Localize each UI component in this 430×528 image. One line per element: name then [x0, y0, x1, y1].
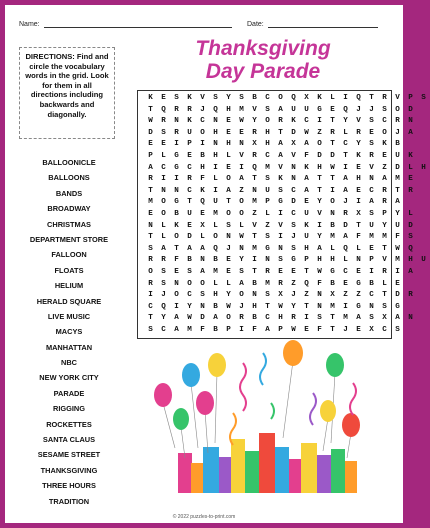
- word-list-item: SESAME STREET: [37, 450, 101, 460]
- grid-row: I J O C S H Y O N S X J Z N X Z Z C T D R: [148, 291, 413, 300]
- word-list-item: PARADE: [53, 388, 85, 398]
- word-list-item: NBC: [60, 358, 77, 368]
- word-list-item: CHRISTMAS: [47, 219, 91, 229]
- word-list-item: DEPARTMENT STORE: [29, 234, 109, 244]
- grid-row: C Q I Y N B W J H T W Y T N M I G N S G: [148, 302, 400, 311]
- word-list-item: MACYS: [55, 327, 83, 337]
- word-list-item: RIGGING: [52, 404, 86, 414]
- grid-row: O S E S A M E S T R E E T W G C E I R I A: [148, 268, 413, 276]
- title-line-2: Day Parade: [205, 60, 321, 83]
- word-list: [19, 155, 119, 509]
- grid-row: R I I R F L O A T S K N A T T A H N A M E: [148, 175, 413, 184]
- word-list-item: BROADWAY: [47, 204, 91, 214]
- grid-row: R R F B N B E Y I N S G P H H L N P V M H U: [148, 256, 426, 265]
- grid-row: T N N C K I A Z N U S C A T I A E C R T R: [148, 186, 413, 195]
- copyright: © 2022 puzzles-to-print.com: [172, 514, 236, 520]
- word-list-item: HELIUM: [54, 281, 84, 291]
- date-field: [247, 21, 378, 28]
- grid-row: N L K E X L S L V Z V S K I B D T U Y U D: [148, 221, 413, 230]
- name-line[interactable]: [44, 26, 232, 28]
- word-list-item: SANTA CLAUS: [42, 435, 96, 445]
- grid-row: A C G C H I E I Q M V N K H W I E V Z D L H: [148, 163, 426, 172]
- date-line[interactable]: [268, 26, 378, 28]
- grid-row: D S R U O H E E R H T D W Z R L R E O J A: [148, 128, 413, 137]
- parade-illustration: [153, 343, 373, 508]
- grid-row: R S N O O L L A B M R Z Q F B E G B L E: [148, 279, 400, 288]
- worksheet: [5, 5, 426, 523]
- grid-row: T L O D L O N W T S I J U Y M A F M M F S: [148, 233, 413, 242]
- grid-row: W R N K C N E W Y O R K C I T Y V S C R N: [148, 117, 413, 126]
- word-list-item: BANDS: [55, 188, 83, 198]
- grid-row: M O G T Q U T O M P G D E Y O J I A R A: [148, 198, 400, 207]
- word-search-grid: [137, 90, 426, 339]
- date-label: Date:: [247, 21, 264, 28]
- page-title: [183, 37, 343, 83]
- grid-row: E O B U E M O O Z L I C U V N R X S P Y L: [148, 210, 413, 218]
- name-field: [19, 21, 232, 28]
- word-list-item: MANHATTAN: [45, 342, 93, 352]
- word-list-item: BALLOONICLE: [42, 158, 96, 167]
- word-list-item: TRADITION: [48, 496, 90, 506]
- city-skyline: [178, 433, 357, 493]
- grid-row: K E S K V S Y S B C O Q X K L I Q T R V P S: [148, 94, 426, 102]
- word-list-item: THANKSGIVING: [40, 465, 98, 475]
- balloons: [154, 340, 360, 458]
- word-list-item: BALLOONS: [48, 173, 90, 183]
- word-list-item: NEW YORK CITY: [39, 373, 99, 383]
- word-list-item: FALLOON: [51, 250, 87, 260]
- word-list-item: HERALD SQUARE: [36, 296, 102, 306]
- grid-row: S C A M F B P I F A P W E F T J E X C S: [148, 326, 400, 334]
- name-label: Name:: [19, 21, 40, 28]
- grid-row: P L G E B H L V R C A V F D D T K R E U K: [148, 152, 413, 160]
- directions-box: DIRECTIONS: Find and circle the vocabulary words in the grid. Look for them in all directions including backwards and diagonally.: [19, 47, 115, 139]
- title-line-1: Thanksgiving: [195, 37, 331, 60]
- word-list-item: FLOATS: [54, 265, 84, 275]
- word-list-item: THREE HOURS: [42, 481, 96, 491]
- word-list-item: LIVE MUSIC: [47, 311, 91, 321]
- grid-row: E E I P I N H N X H A X A O T C Y S K B: [148, 140, 400, 149]
- grid-row: T Y A W D A O R B C H R I S T M A S X A N: [148, 314, 413, 323]
- grid-row: S A T A A Q J N M G N S H A L Q L E T W Q: [148, 244, 413, 253]
- grid-row: T Q R R J Q H M V S A U U G E Q J J S O D: [148, 105, 413, 114]
- word-list-item: ROCKETTES: [46, 419, 92, 429]
